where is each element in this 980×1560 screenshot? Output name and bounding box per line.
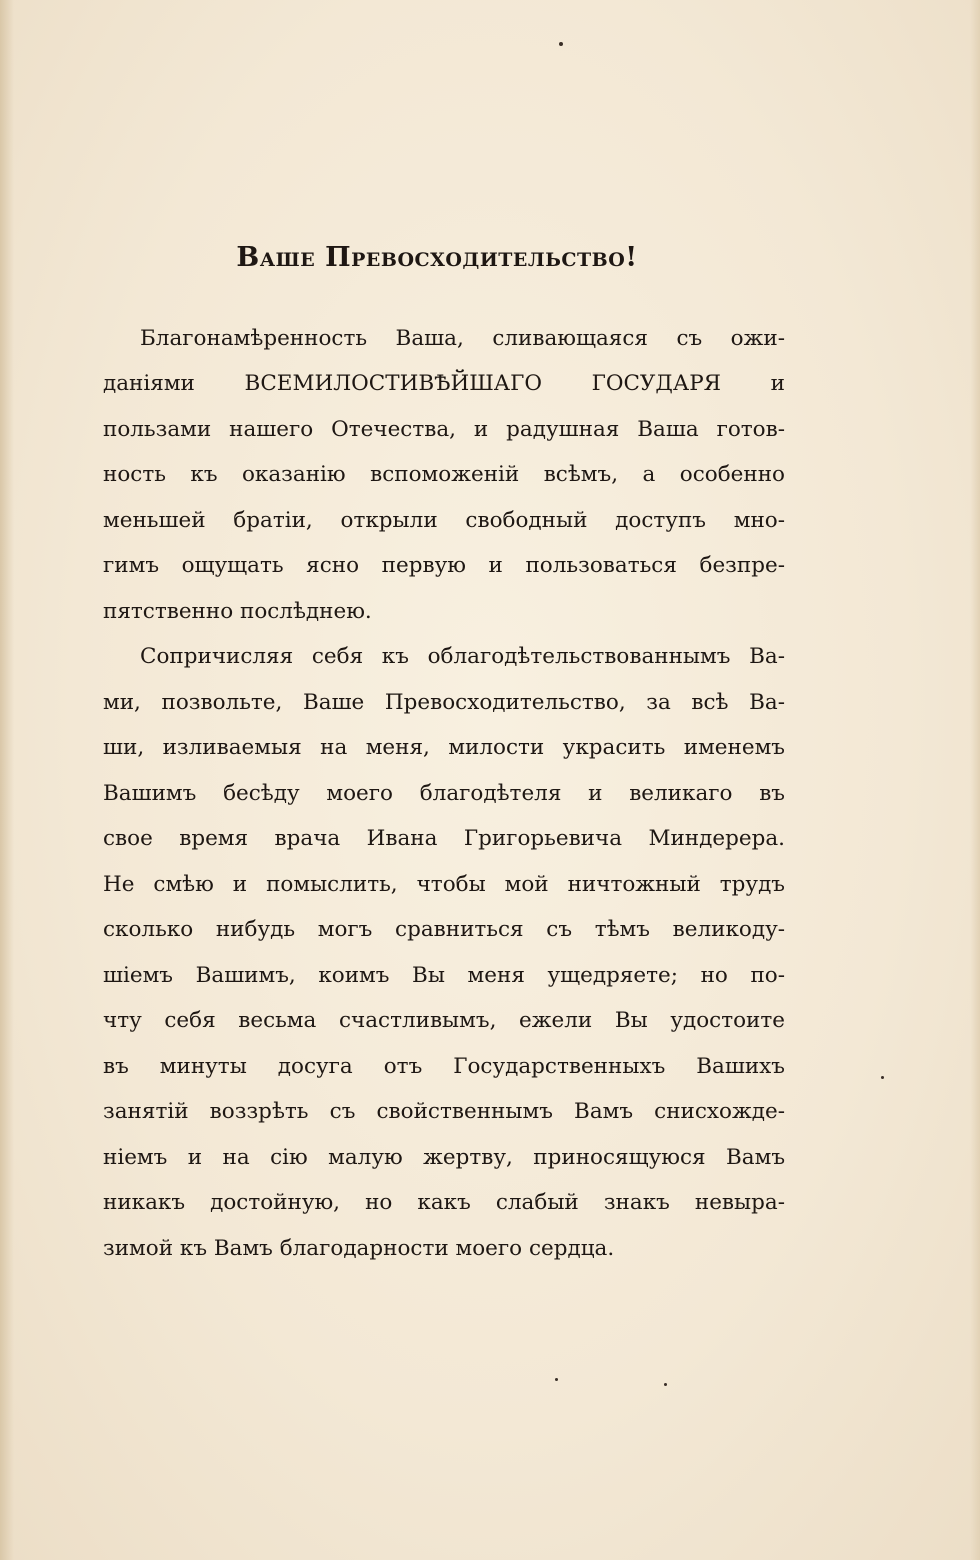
text-line: ми, позвольте, Ваше Превосходительство, за всѣ Ва- [103, 690, 785, 715]
text-line: меньшей братіи, открыли свободный доступъ мно- [103, 508, 785, 533]
dedication-heading: Ваше Превосходительство! [236, 242, 638, 273]
text-line: занятій воззрѣть съ свойственнымъ Вамъ снисхожде- [103, 1099, 785, 1124]
text-line: даніями ВСЕМИЛОСТИВѢЙШАГО ГОСУДАРЯ и [103, 371, 785, 396]
text-line: Вашимъ бесѣду моего благодѣтеля и великаго въ [103, 781, 785, 806]
text-line: ши, изливаемыя на меня, милости украсить именемъ [103, 735, 785, 760]
text-line: ніемъ и на сію малую жертву, приносящуюся Вамъ [103, 1145, 785, 1170]
text-line: пользами нашего Отечества, и радушная Ваша готов- [103, 417, 785, 442]
text-line: пятственно послѣднею. [103, 599, 372, 624]
text-line: никакъ достойную, но какъ слабый знакъ невыра- [103, 1190, 785, 1215]
ink-speck [881, 1076, 884, 1079]
text-line: свое время врача Ивана Григорьевича Миндерера. [103, 826, 785, 851]
text-line: ность къ оказанію вспоможеній всѣмъ, а особенно [103, 462, 785, 487]
text-line: Сопричисляя себя къ облагодѣтельствованнымъ Ва- [140, 644, 785, 669]
text-line: чту себя весьма счастливымъ, ежели Вы удостоите [103, 1008, 785, 1033]
text-line: Благонамѣренность Ваша, сливающаяся съ ожи- [140, 326, 785, 351]
page-edge-shadow-left [0, 0, 14, 1560]
text-line: въ минуты досуга отъ Государственныхъ Вашихъ [103, 1054, 785, 1079]
text-line: шіемъ Вашимъ, коимъ Вы меня ущедряете; но по- [103, 963, 785, 988]
ink-speck [664, 1383, 667, 1386]
text-line: Не смѣю и помыслить, чтобы мой ничтожный трудъ [103, 872, 785, 897]
ink-speck [555, 1378, 558, 1381]
ink-speck [559, 42, 563, 46]
text-line: гимъ ощущать ясно первую и пользоваться безпре- [103, 553, 785, 578]
text-line: зимой къ Вамъ благодарности моего сердца. [103, 1236, 615, 1261]
text-line: сколько нибудь могъ сравниться съ тѣмъ великоду- [103, 917, 785, 942]
page-edge-shadow-right [970, 0, 980, 1560]
